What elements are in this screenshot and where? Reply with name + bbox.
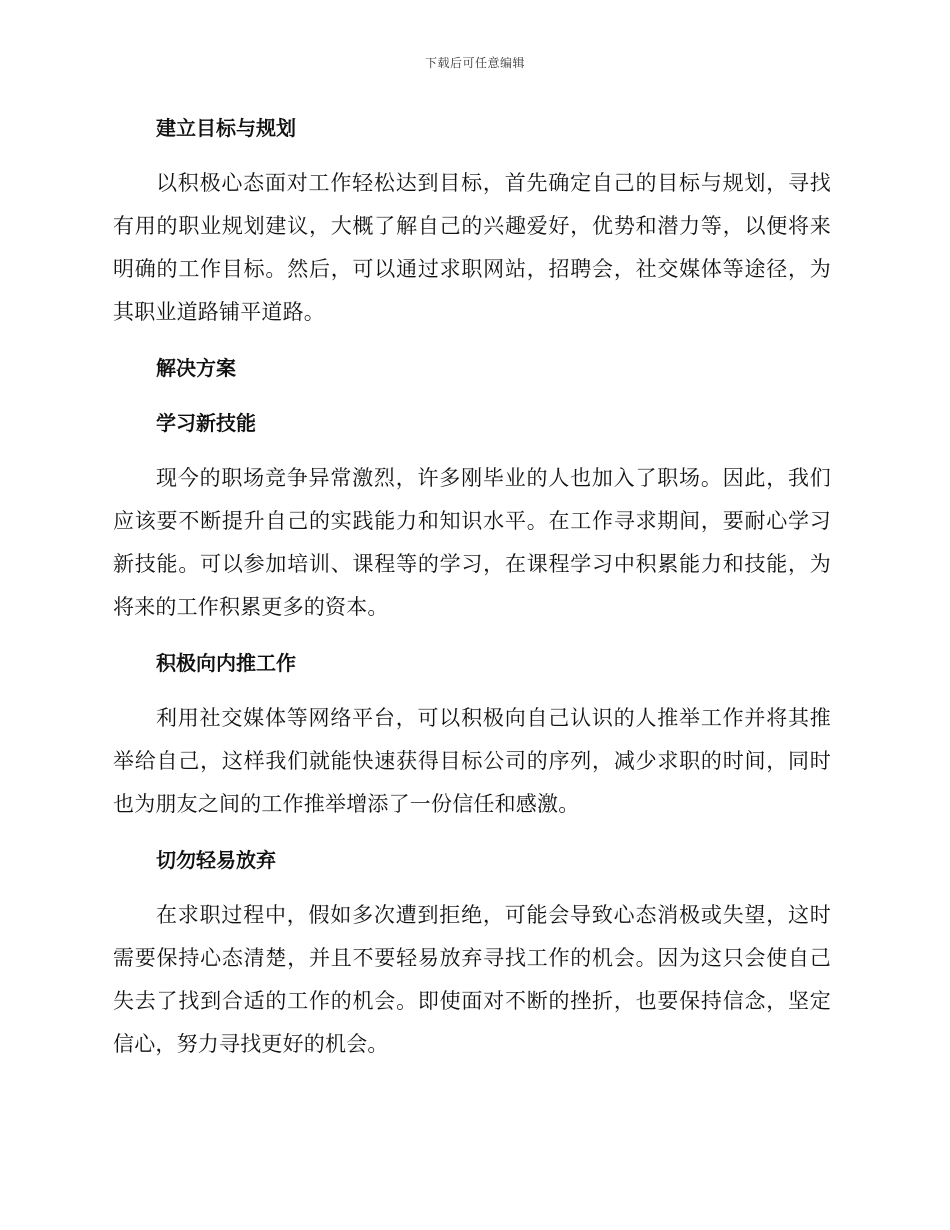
document-body [113,106,831,1066]
header-note: 下载后可任意编辑 [424,56,525,70]
section-paragraph-new-skills: 现今的职场竞争异常激烈，许多刚毕业的人也加入了职场。因此，我们应该要不断提升自己的实践能力和知识水平。在工作寻求期间，要耐心学习新技能。可以参加培训、课程等的学习，在课程学习中积累能力和技能，为将来的工作积累更多的资本。 [113,466,831,619]
section-heading-solutions: 解决方案 [156,356,236,380]
section-paragraph-goals: 以积极心态面对工作轻松达到目标，首先确定自己的目标与规划，寻找有用的职业规划建议，大概了解自己的兴趣爱好，优势和潜力等，以便将来明确的工作目标。然后，可以通过求职网站，招聘会，社交媒体等途径，为其职业道路铺平道路。 [113,171,831,324]
section-paragraph-persistence: 在求职过程中，假如多次遭到拒绝，可能会导致心态消极或失望，这时需要保持心态清楚，并且不要轻易放弃寻找工作的机会。因为这只会使自己失去了找到合适的工作的机会。即使面对不断的挫折，也要保持信念，坚定信心，努力寻找更好的机会。 [113,903,831,1056]
section-heading-persistence: 切勿轻易放弃 [156,848,276,872]
section-heading-goals: 建立目标与规划 [156,116,296,140]
section-paragraph-referral: 利用社交媒体等网络平台，可以积极向自己认识的人推举工作并将其推举给自己，这样我们就能快速获得目标公司的序列，减少求职的时间，同时也为朋友之间的工作推举增添了一份信任和感激。 [113,706,831,816]
section-heading-referral: 积极向内推工作 [156,651,296,675]
section-heading-new-skills: 学习新技能 [156,411,256,435]
